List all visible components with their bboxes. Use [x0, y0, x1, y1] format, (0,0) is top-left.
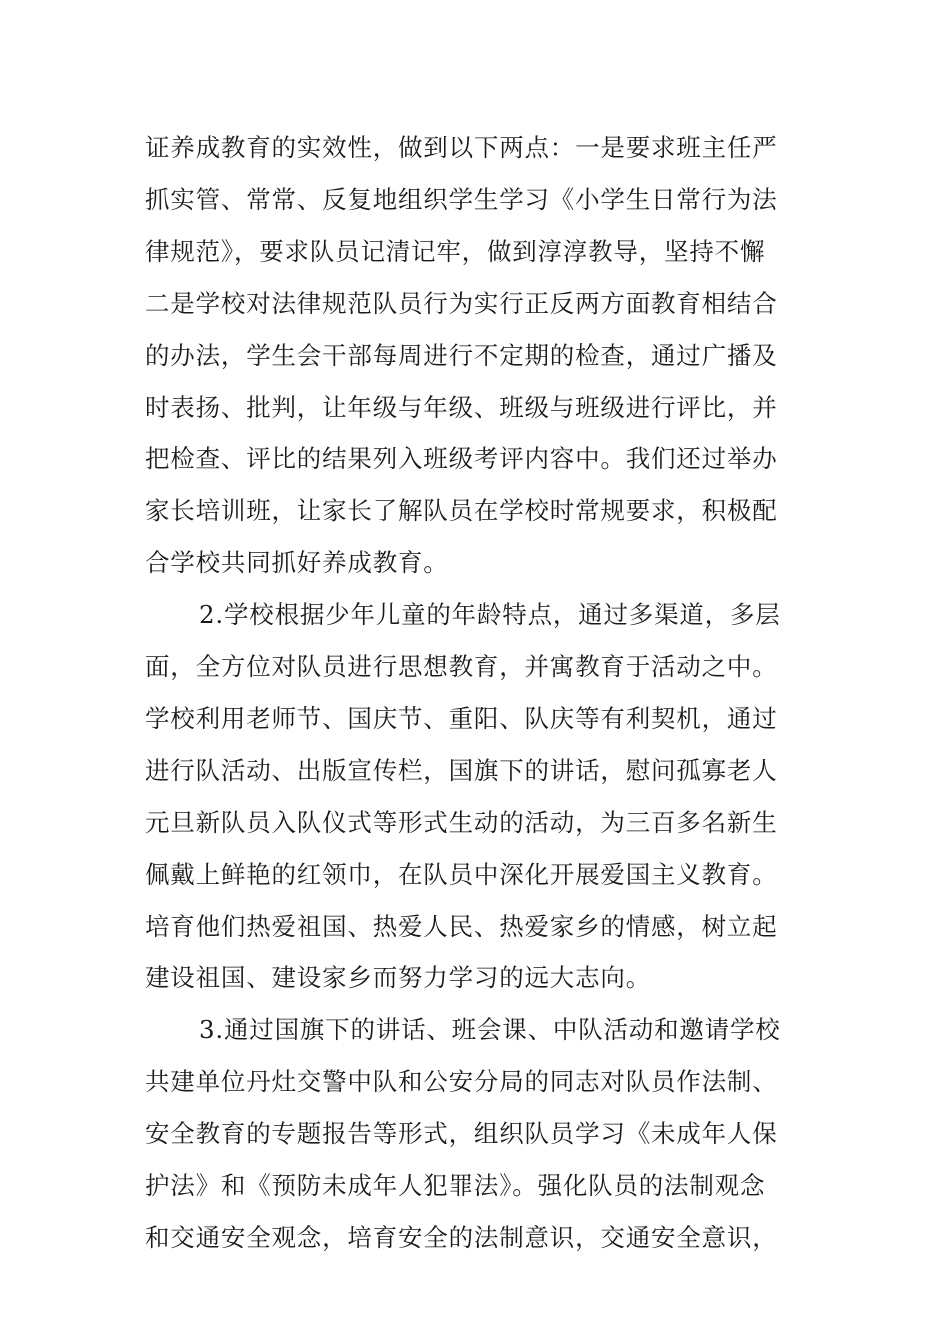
text-line: 家长培训班，让家长了解队员在学校时常规要求，积极配 [145, 496, 778, 525]
text-line: 元旦新队员入队仪式等形式生动的活动，为三百多名新生 [145, 808, 778, 837]
text-line: 学校利用老师节、国庆节、重阳、队庆等有利契机，通过 [145, 704, 778, 733]
paragraph-start-line: 2.学校根据少年儿童的年龄特点，通过多渠道，多层 [199, 600, 781, 629]
text-line: 建设祖国、建设家乡而努力学习的远大志向。 [145, 963, 651, 992]
text-line: 二是学校对法律规范队员行为实行正反两方面教育相结合 [145, 289, 778, 318]
text-line: 佩戴上鲜艳的红领巾，在队员中深化开展爱国主义教育。 [145, 860, 778, 889]
text-line: 合学校共同抓好养成教育。 [145, 548, 449, 577]
text-line: 安全教育的专题报告等形式，组织队员学习《未成年人保 [145, 1119, 778, 1148]
text-line: 律规范》，要求队员记清记牢，做到淳淳教导，坚持不懈 [145, 237, 766, 266]
text-line: 面，全方位对队员进行思想教育，并寓教育于活动之中。 [145, 652, 778, 681]
text-line: 证养成教育的实效性，做到以下两点：一是要求班主任严 [145, 133, 778, 162]
text-line: 把检查、评比的结果列入班级考评内容中。我们还过举办 [145, 444, 778, 473]
text-line: 时表扬、批判，让年级与年级、班级与班级进行评比，并 [145, 393, 778, 422]
text-line: 培育他们热爱祖国、热爱人民、热爱家乡的情感，树立起 [145, 912, 778, 941]
text-line: 抓实管、常常、反复地组织学生学习《小学生日常行为法 [145, 185, 778, 214]
text-line: 共建单位丹灶交警中队和公安分局的同志对队员作法制、 [145, 1067, 778, 1096]
text-line: 的办法，学生会干部每周进行不定期的检查，通过广播及 [145, 341, 778, 370]
text-line: 护法》和《预防未成年人犯罪法》。强化队员的法制观念 [145, 1171, 766, 1200]
text-line: 进行队活动、出版宣传栏，国旗下的讲话，慰问孤寡老人 [145, 756, 778, 785]
text-line: 和交通安全观念，培育安全的法制意识，交通安全意识， [145, 1223, 778, 1252]
paragraph-start-line: 3.通过国旗下的讲话、班会课、中队活动和邀请学校 [199, 1015, 781, 1044]
